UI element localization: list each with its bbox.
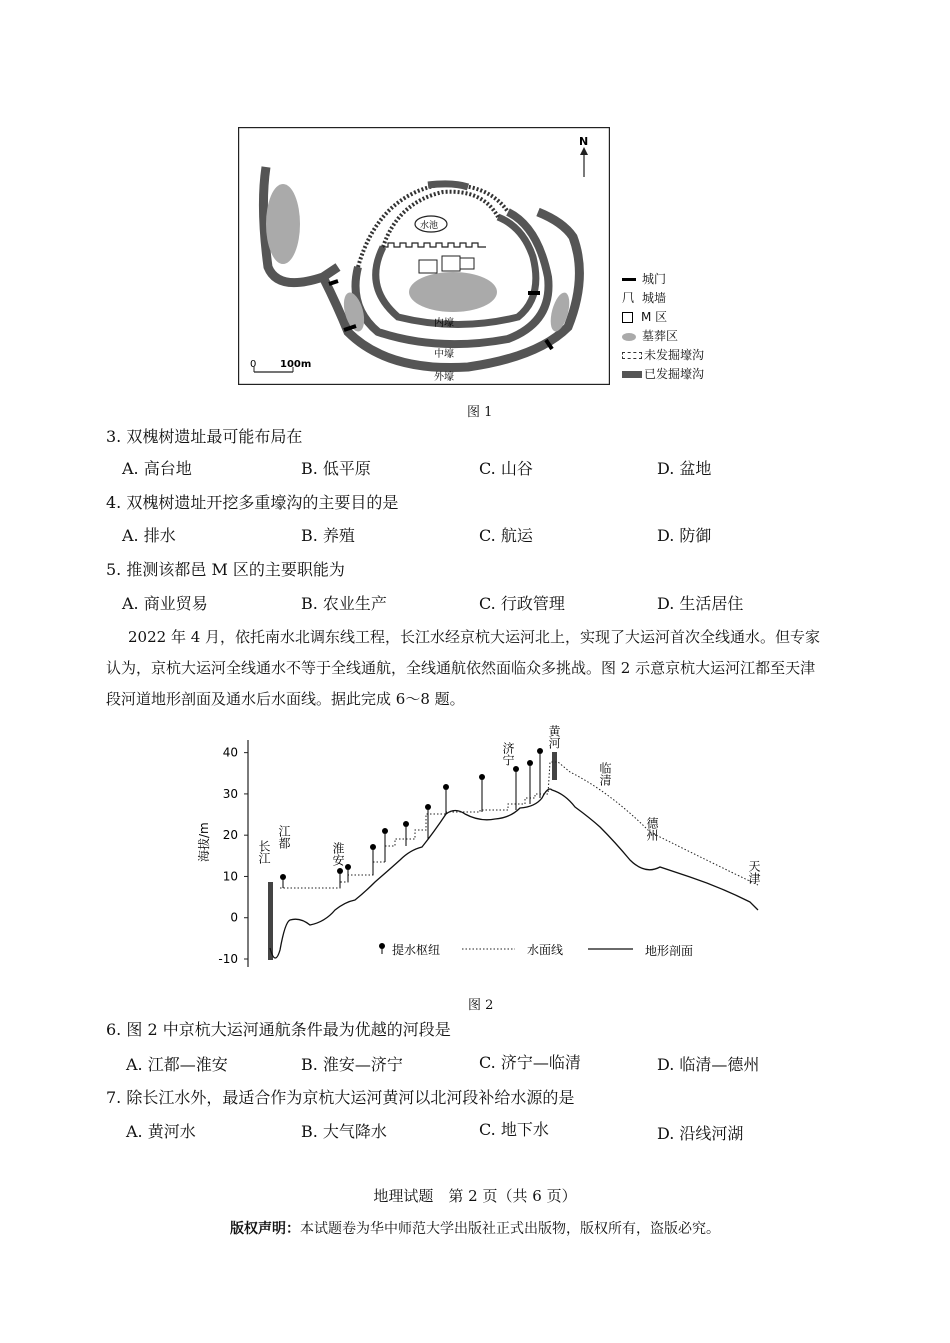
pump-station — [527, 760, 533, 804]
pump-station — [370, 844, 376, 875]
place-label: 济宁 — [501, 742, 515, 766]
pool-label: 水池 — [420, 221, 439, 231]
figure-1-legend — [622, 270, 732, 384]
yellow-river-marker — [552, 752, 557, 780]
q5-option-c[interactable]: C. 行政管理 — [479, 594, 565, 613]
question-5: 5. 推测该都邑 M 区的主要职能为 — [106, 560, 345, 579]
passage-line: 段河道地形剖面及通水后水面线。据此完成 6～8 题。 — [106, 690, 465, 708]
q7-option-a[interactable]: A. 黄河水 — [126, 1122, 196, 1141]
place-label: 江都 — [277, 825, 291, 849]
q5-option-b[interactable]: B. 农业生产 — [301, 594, 387, 613]
copyright-text: 本试题卷为华中师范大学出版社正式出版物，版权所有，盗版必究。 — [300, 1221, 720, 1237]
y-tick-label: -10 — [218, 952, 238, 966]
q6-option-d[interactable]: D. 临清—德州 — [657, 1055, 760, 1074]
figure-1-map — [238, 127, 610, 385]
page-footer: 地理试题 第 2 页（共 6 页） — [373, 1187, 577, 1205]
q4-option-c[interactable]: C. 航运 — [479, 526, 533, 545]
q6-option-a[interactable]: A. 江都—淮安 — [126, 1055, 228, 1074]
pump-station — [280, 874, 286, 888]
figure-2-chart — [190, 722, 770, 972]
legend-unexcavated: 未发掘壕沟 — [622, 346, 732, 365]
figure-1-caption: 图 1 — [467, 405, 493, 420]
water-surface-line — [280, 762, 758, 888]
question-6: 6. 图 2 中京杭大运河通航条件最为优越的河段是 — [106, 1020, 451, 1039]
north-label: N — [579, 135, 589, 148]
place-label: 德州 — [645, 817, 659, 841]
q4-option-b[interactable]: B. 养殖 — [301, 526, 355, 545]
q3-option-b[interactable]: B. 低平原 — [301, 459, 371, 478]
y-axis-label: 海拔/m — [197, 822, 211, 862]
pump-station — [443, 784, 449, 814]
q6-option-b[interactable]: B. 淮安—济宁 — [301, 1055, 403, 1074]
y-tick-label: 10 — [222, 869, 238, 884]
middle-ditch-label: 中壕 — [434, 349, 454, 360]
q3-option-a[interactable]: A. 高台地 — [122, 459, 192, 478]
outer-ditch-label: 外壕 — [434, 372, 454, 383]
legend-tomb: 墓葬区 — [622, 327, 732, 346]
question-4: 4. 双槐树遗址开挖多重壕沟的主要目的是 — [106, 493, 399, 512]
q4-option-d[interactable]: D. 防御 — [657, 526, 712, 545]
q7-option-c[interactable]: C. 地下水 — [479, 1120, 549, 1139]
place-label: 天津 — [747, 860, 761, 884]
pump-station — [345, 864, 351, 882]
scale-zero: 0 — [250, 359, 257, 370]
legend-water: 水面线 — [527, 943, 564, 957]
legend-wall: ⺇ 城墙 — [622, 291, 667, 305]
chart-legend — [379, 942, 693, 958]
terrain-line — [270, 789, 758, 958]
legend-m-area: M 区 — [622, 308, 732, 327]
place-label: 淮安 — [331, 842, 345, 866]
passage — [106, 622, 846, 715]
pump-station — [537, 748, 543, 798]
q5-option-d[interactable]: D. 生活居住 — [657, 594, 744, 613]
legend-gate: 城门 — [622, 270, 732, 289]
q3-option-d[interactable]: D. 盆地 — [657, 459, 712, 478]
pump-station — [403, 821, 409, 846]
figure-2-caption: 图 2 — [468, 998, 494, 1013]
y-tick-label: 20 — [222, 828, 238, 843]
q6-option-c[interactable]: C. 济宁—临清 — [479, 1053, 581, 1072]
legend-pump: 提水枢纽 — [392, 943, 441, 957]
legend-excavated: 已发掘壕沟 — [622, 365, 732, 384]
passage-line: 2022 年 4 月，依托南水北调东线工程，长江水经京杭大运河北上，实现了大运河首次全线通水。但专家 — [128, 628, 821, 646]
y-tick-label: 0 — [230, 910, 238, 925]
question-3: 3. 双槐树遗址最可能布局在 — [106, 427, 303, 446]
place-label: 长江 — [257, 840, 271, 864]
q3-option-c[interactable]: C. 山谷 — [479, 459, 533, 478]
q5-option-a[interactable]: A. 商业贸易 — [122, 594, 208, 613]
q4-option-a[interactable]: A. 排水 — [122, 526, 176, 545]
pump-station — [479, 774, 485, 812]
pump-station — [337, 868, 343, 888]
y-tick-label: 30 — [222, 786, 238, 801]
legend-terrain: 地形剖面 — [645, 944, 694, 958]
question-7: 7. 除长江水外，最适合作为京杭大运河黄河以北河段补给水源的是 — [106, 1088, 575, 1107]
passage-line: 认为，京杭大运河全线通水不等于全线通航，全线通航依然面临众多挑战。图 2 示意京杭大运河江都至天津 — [106, 659, 816, 677]
inner-ditch-label: 内壕 — [434, 318, 454, 329]
q7-option-b[interactable]: B. 大气降水 — [301, 1122, 387, 1141]
pump-station — [382, 828, 388, 862]
copyright-notice — [0, 1218, 950, 1238]
pump-station — [425, 804, 431, 839]
scale-distance: 100m — [280, 359, 312, 370]
place-label: 黄河 — [547, 725, 561, 749]
place-label: 临清 — [598, 762, 612, 786]
y-tick-label: 40 — [222, 745, 238, 760]
q7-option-d[interactable]: D. 沿线河湖 — [657, 1124, 744, 1143]
pump-station — [513, 766, 519, 810]
copyright-label: 版权声明： — [230, 1221, 300, 1237]
